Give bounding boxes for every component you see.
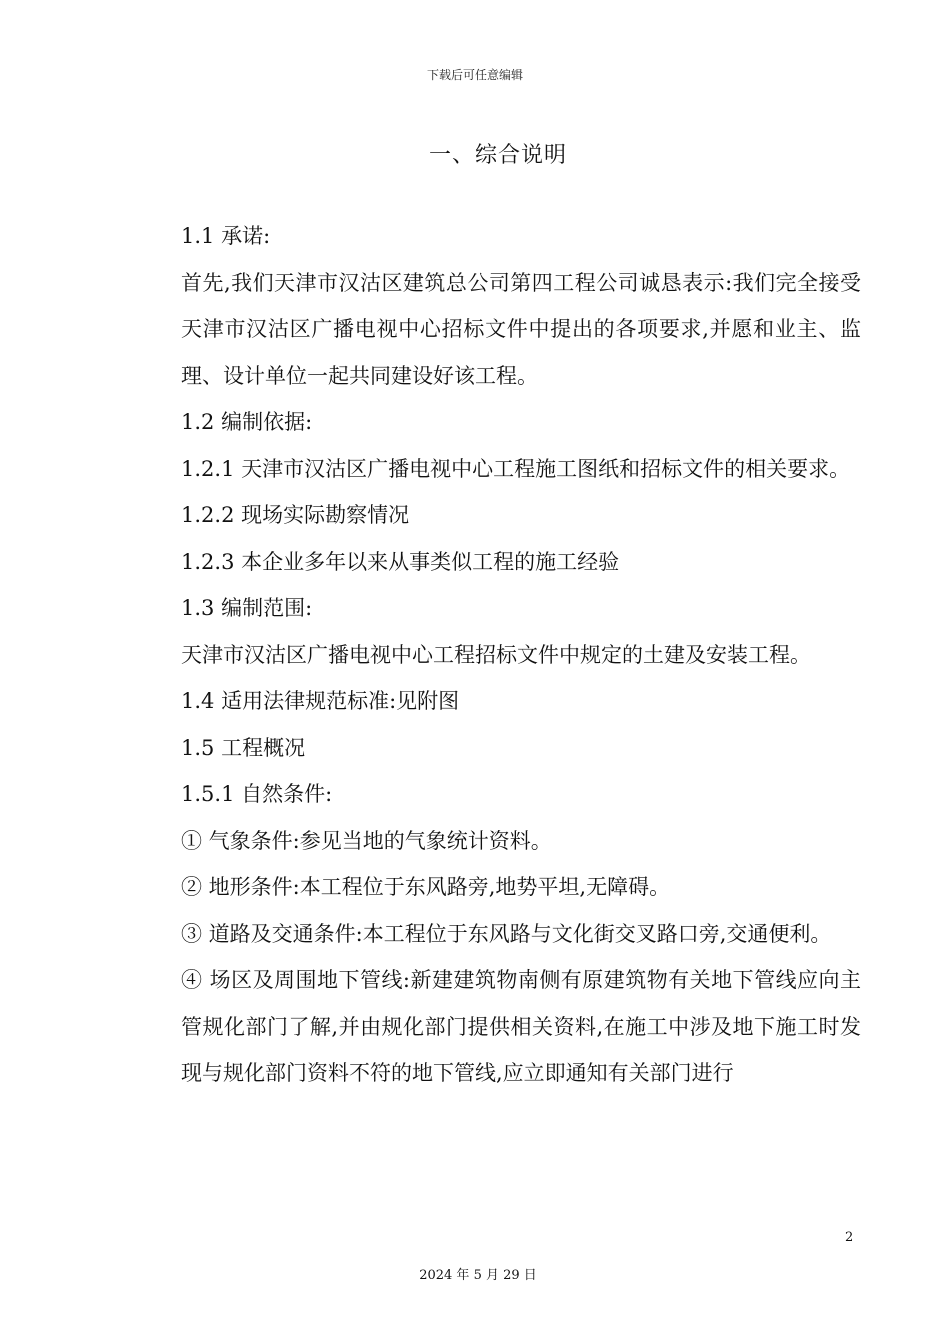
body-text <box>137 213 861 1097</box>
paragraph: ① 气象条件:参见当地的气象统计资料。 <box>181 828 552 853</box>
page-number: 2 <box>845 1230 854 1245</box>
section-title: 一、综合说明 <box>428 143 567 168</box>
paragraph: 1.1 承诺: <box>181 224 271 248</box>
paragraph: 1.3 编制范围: <box>181 596 313 620</box>
paragraph: 1.2.3 本企业多年以来从事类似工程的施工经验 <box>181 549 620 574</box>
paragraph: ④ 场区及周围地下管线:新建建筑物南侧有原建筑物有关地下管线应向主管规化部门了解,并由规化部门提供相关资料,在施工中涉及地下施工时发现与规化部门资料不符的地下管线,应立即通知有关部门进行 <box>181 968 861 1085</box>
paragraph: ③ 道路及交通条件:本工程位于东风路与文化街交叉路口旁,交通便利。 <box>181 921 832 946</box>
footer-date: 2024 年 5 月 29 日 <box>419 1268 537 1283</box>
paragraph: 首先,我们天津市汉沽区建筑总公司第四工程公司诚恳表示:我们完全接受天津市汉沽区广播电视中心招标文件中提出的各项要求,并愿和业主、监理、设计单位一起共同建设好该工程。 <box>181 270 861 388</box>
paragraph: 1.4 适用法律规范标准:见附图 <box>181 689 460 713</box>
paragraph: 1.5.1 自然条件: <box>181 782 333 806</box>
page-header: 下载后可任意编辑 <box>426 68 523 82</box>
paragraph: 1.2 编制依据: <box>181 410 313 434</box>
paragraph: ② 地形条件:本工程位于东风路旁,地势平坦,无障碍。 <box>181 875 671 899</box>
paragraph: 1.5 工程概况 <box>181 735 306 760</box>
paragraph: 1.2.1 天津市汉沽区广播电视中心工程施工图纸和招标文件的相关要求。 <box>181 456 851 481</box>
paragraph: 1.2.2 现场实际勘察情况 <box>181 503 410 527</box>
paragraph: 天津市汉沽区广播电视中心工程招标文件中规定的土建及安装工程。 <box>181 642 811 667</box>
